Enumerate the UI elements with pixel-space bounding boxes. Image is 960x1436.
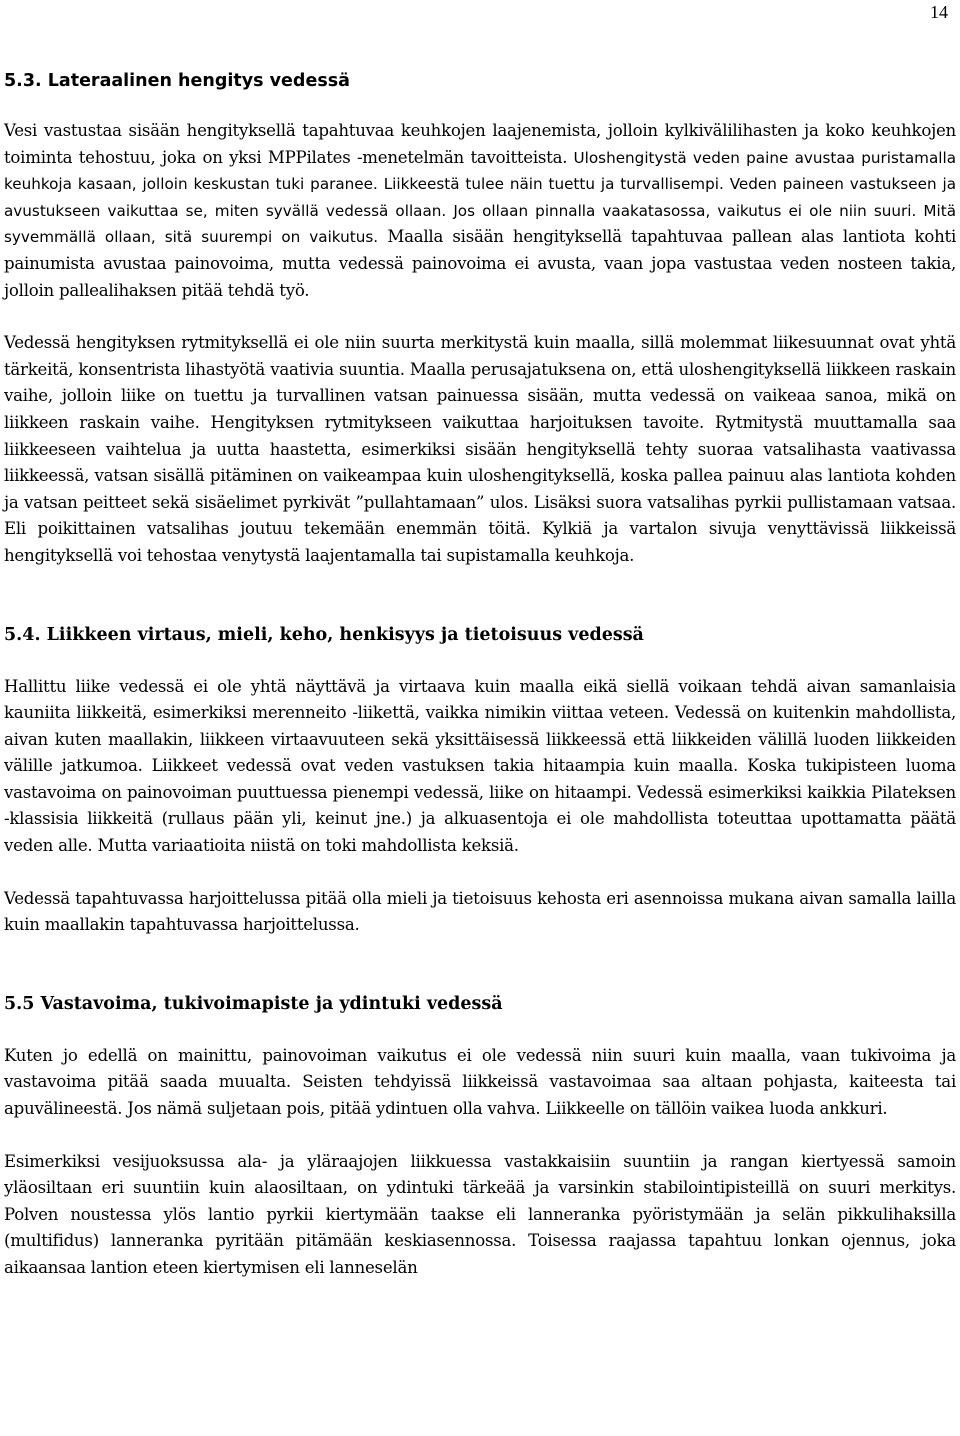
paragraph-segment: Vedessä tapahtuvassa harjoittelussa pitää olla mieli ja tietoisuus kehosta eri asennoissa mukana aivan samalla lailla kuin maallakin tapahtuvassa harjoittelussa. [4,888,956,935]
paragraph-lateral-breathing-2 [4,330,956,569]
paragraph-segment: Vedessä hengityksen rytmityksellä ei ole niin suurta merkitystä kuin maalla, sillä molemmat liikesuunnat ovat yhtä tärkeitä, konsentrista lihastyötä vaativia suuntia. Maalla perusajatuksena on, että uloshengityksellä liikkeen raskain vaihe, jolloin liike on tuettu ja turvallinen vatsan painuessa sisään, mutta vedessä on vaikeaa sanoa, mikä on liikkeen raskain vaihe. Hengityksen rytmitykseen vaikuttaa harjoituksen tavoite. Rytmitystä muuttamalla saa liikkeeseen vaihtelua ja uutta haastetta, esimerkiksi sisään hengityksellä tehty suoraa vatsalihasta vaativassa liikkeessä, vatsan sisällä pitäminen on vaikeampaa kuin uloshengityksellä, koska pallea painuu alas lantiota kohden ja vatsan peitteet sekä sisäelimet pyrkivät ”pullahtamaan” ulos. Lisäksi suora vatsalihas pyrkii pullistamaan vatsaa. Eli poikittainen vatsalihas joutuu tekemään enemmän töitä. Kylkiä ja vartalon sivuja venyttävissä liikkeissä hengityksellä voi tehostaa venytystä laajentamalla tai supistamalla keuhkoja. [4,333,956,565]
paragraph-movement-flow-1 [4,674,956,860]
paragraph-segment: Vesi vastustaa sisään hengityksellä tapahtuvaa keuhkojen laajenemista, jolloin kylkivälilihasten ja koko keuhkojen toiminta tehostuu, joka on yksi MPPilates -menetelmän tavoitteista. [4,121,956,167]
section-heading-5-3: 5.3. Lateraalinen hengitys vedessä [4,71,350,91]
document-body [4,66,956,1282]
paragraph-lateral-breathing-1 [4,118,956,304]
paragraph-segment: Kuten jo edellä on mainittu, painovoiman vaikutus ei ole vedessä niin suuri kuin maalla, vaan tukivoima ja vastavoima pitää saada muualta. Seisten tehdyissä liikkeissä vastavoimaa saa altaan pohjasta, kaiteesta tai apuvälineestä. Jos nämä suljetaan pois, pitää ydintuen olla vahva. Liikkeelle on tällöin vaikea luoda ankkuri. [4,1045,956,1119]
paragraph-counterforce-2 [4,1149,956,1282]
paragraph-segment: Maalla sisään hengityksellä tapahtuvaa pallean alas lantiota kohti painumista avustaa painovoima, mutta vedessä painovoima ei avusta, vaan jopa vastustaa veden nosteen takia, jolloin pallealihaksen pitää tehdä työ. [4,227,957,300]
section-heading-5-4: 5.4. Liikkeen virtaus, mieli, keho, henkisyys ja tietoisuus vedessä [4,624,644,645]
section-heading-5-5: 5.5 Vastavoima, tukivoimapiste ja ydintuki vedessä [4,993,503,1014]
page-number: 14 [930,2,948,22]
paragraph-counterforce-1 [4,1043,956,1123]
paragraph-movement-flow-2 [4,886,956,939]
paragraph-segment: Uloshengitystä veden paine avustaa puristamalla keuhkoja kasaan, jolloin keskustan tuki paranee. Liikkeestä tulee näin tuettu ja turvallisempi. Veden paineen vastukseen ja avustukseen vaikuttaa se, miten syvällä vedessä ollaan. Jos ollaan pinnalla vaakatasossa, vaikutus ei ole niin suuri. Mitä syvemmällä ollaan, sitä suurempi on vaikutus. [4,148,957,247]
paragraph-segment: Esimerkiksi vesijuoksussa ala- ja yläraajojen liikkuessa vastakkaisiin suuntiin ja rangan kiertyessä samoin yläosiltaan eri suuntiin kuin alaosiltaan, on ydintuki tärkeää ja varsinkin stabilointipisteillä on suuri merkitys. Polven noustessa ylös lantio pyrkii kiertymään taakse eli lanneranka pyöristymään ja selän pikkulihaksilla (multifidus) lanneranka pyritään pitämään keskiasennossa. Toisessa raajassa tapahtuu lonkan ojennus, joka aikaansaa lantion eteen kiertymisen eli lanneselän [4,1151,956,1277]
paragraph-segment: Hallittu liike vedessä ei ole yhtä näyttävä ja virtaava kuin maalla eikä siellä voikaan tehdä aivan samanlaisia kauniita liikkeitä, esimerkiksi merenneito -liikettä, vaikka nimikin viittaa veteen. Vedessä on kuitenkin mahdollista, aivan kuten maallakin, liikkeen virtaavuuteen sekä yksittäisessä liikkeessä että liikkeiden välillä luoden liikkeiden välille jatkumoa. Liikkeet vedessä ovat veden vastuksen takia hitaampia kuin maalla. Koska tukipisteen luoma vastavoima on painovoiman puuttuessa pienempi vedessä, liike on hitaampi. Vedessä esimerkiksi kaikkia Pilateksen -klassisia liikkeitä (rullaus pään yli, keinut jne.) ja alkuasentoja ei ole mahdollista toteuttaa upottamatta päätä veden alle. Mutta variaatioita niistä on toki mahdollista keksiä. [4,676,956,856]
